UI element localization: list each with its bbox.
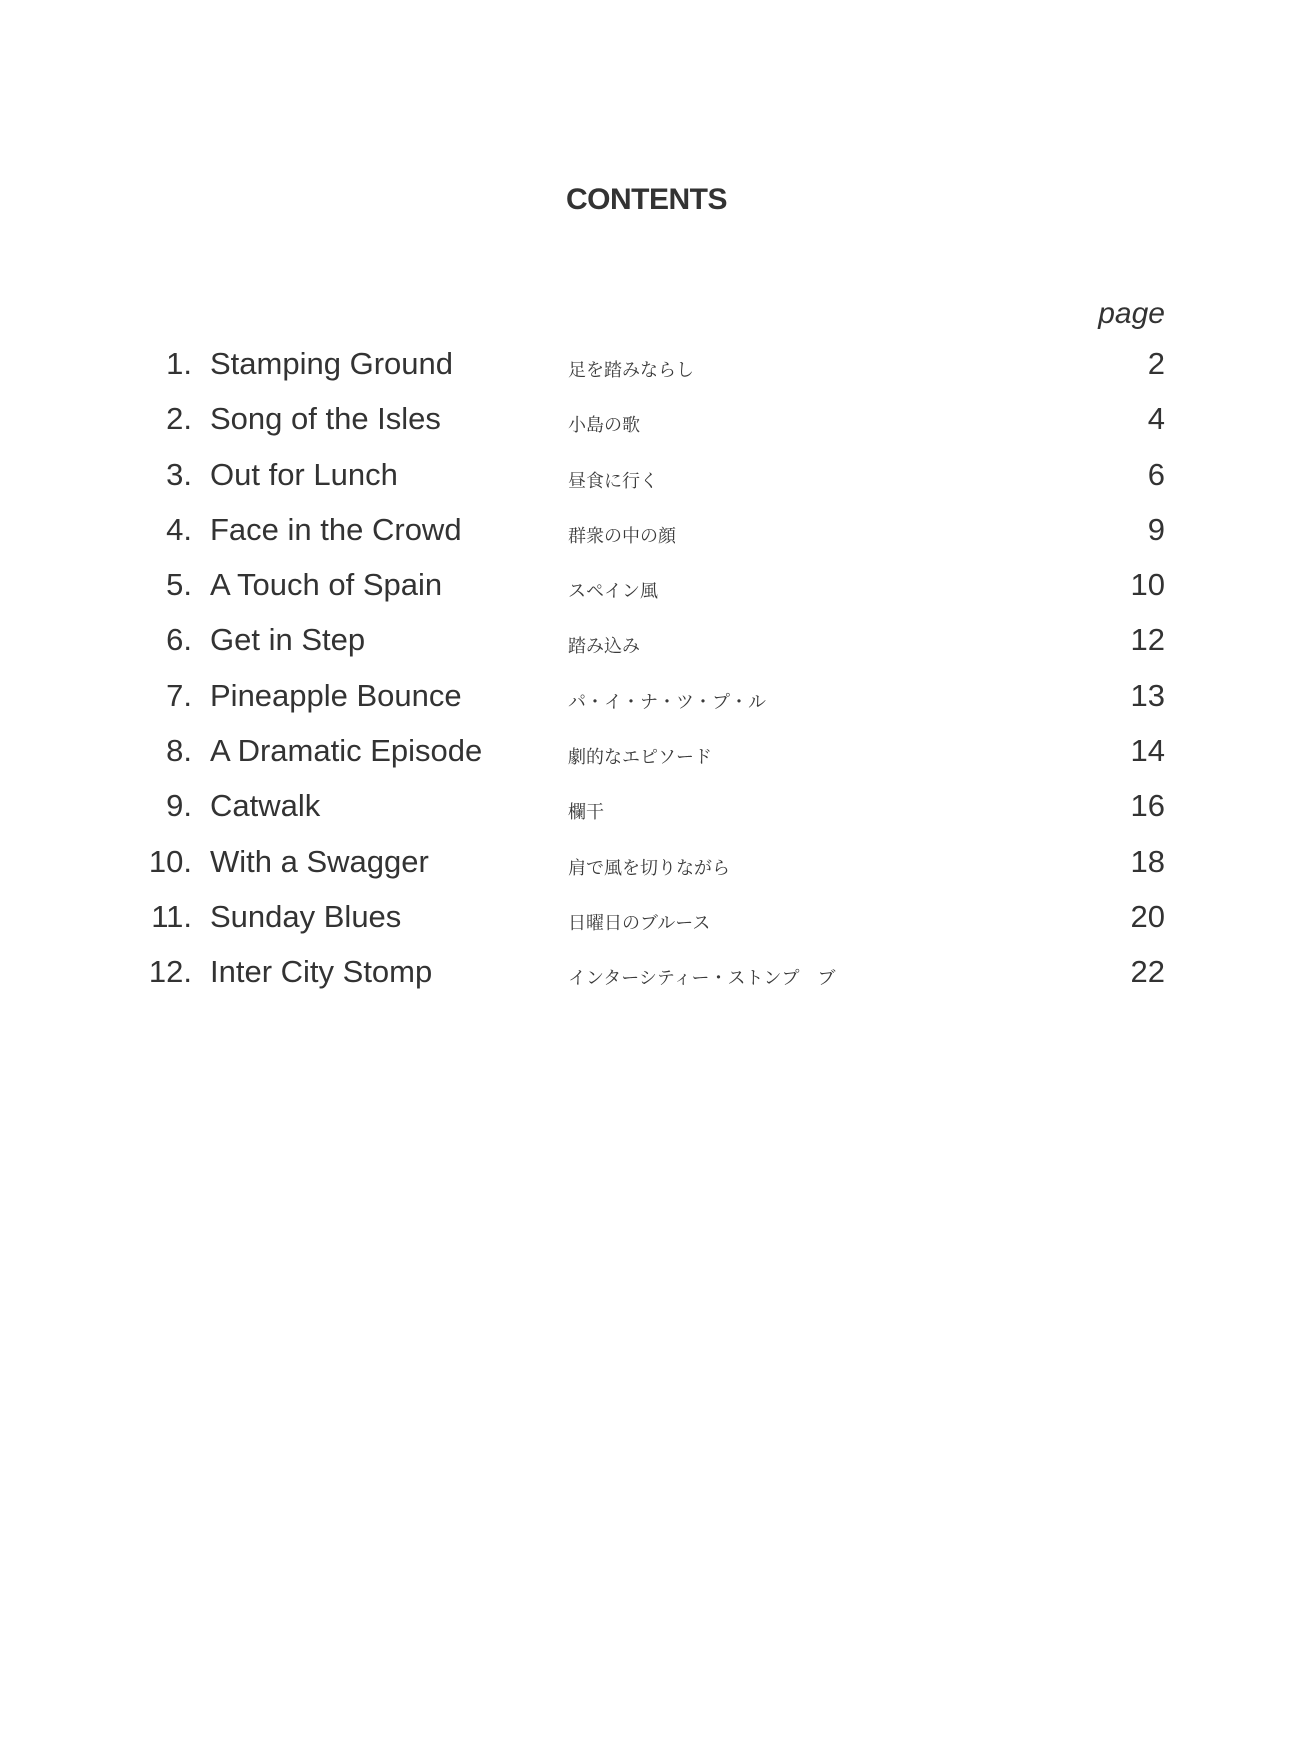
toc-entry-japanese-title: 日曜日のブルース [568,912,711,934]
toc-entry-title: With a Swagger [210,843,429,879]
toc-entry-number: 11. [151,898,192,934]
toc-entry [0,733,1293,788]
toc-entry [0,457,1293,512]
toc-entry-page: 18 [1130,843,1165,879]
toc-entry-number: 2. [166,401,192,437]
toc-entry-page: 22 [1130,954,1165,990]
toc-entry-number: 8. [166,733,192,769]
toc-entry [0,844,1293,899]
table-of-contents [0,346,1293,1010]
toc-entry [0,622,1293,677]
toc-entry-japanese-title: パ・イ・ナ・ツ・プ・ル [568,691,766,713]
toc-entry-japanese-title: 群衆の中の顔 [568,525,676,547]
toc-entry [0,678,1293,733]
toc-entry-title: Face in the Crowd [210,511,462,547]
toc-entry-page: 2 [1147,346,1165,381]
toc-entry-page: 6 [1147,456,1165,492]
toc-entry-title: Song of the Isles [210,401,441,437]
toc-entry-title: Pineapple Bounce [210,677,462,713]
toc-entry-title: A Dramatic Episode [210,733,483,769]
toc-entry-japanese-title: 劇的なエピソード [568,747,712,769]
toc-entry-japanese-title: スペイン風 [568,581,658,603]
toc-entry-number: 1. [166,346,192,381]
toc-entry-page: 13 [1130,677,1165,713]
toc-entry-number: 3. [166,456,192,492]
toc-entry-number: 5. [166,567,192,603]
toc-entry-number: 7. [166,677,192,713]
toc-entry-title: Catwalk [210,788,321,824]
toc-entry-japanese-title: 足を踏みならし [568,360,694,381]
toc-entry-japanese-title: 踏み込み [568,636,640,658]
toc-entry [0,567,1293,622]
toc-entry-title: Get in Step [210,622,366,658]
toc-entry [0,954,1293,1009]
toc-entry-japanese-title: 欄干 [568,802,604,824]
toc-entry [0,899,1293,954]
toc-entry [0,346,1293,401]
toc-entry-page: 9 [1147,511,1165,547]
toc-entry-page: 20 [1130,898,1165,934]
toc-entry [0,788,1293,843]
toc-entry-title: Inter City Stomp [210,954,433,990]
page-column-label: page [1098,297,1165,330]
toc-entry [0,512,1293,567]
toc-entry-page: 10 [1130,567,1165,603]
toc-entry-page: 14 [1130,733,1165,769]
toc-entry-japanese-title: 肩で風を切りながら [568,857,730,879]
toc-entry-page: 16 [1130,788,1165,824]
toc-entry-title: Out for Lunch [210,456,398,492]
toc-entry-page: 12 [1130,622,1165,658]
toc-entry [0,401,1293,456]
toc-entry-title: Sunday Blues [210,898,402,934]
toc-entry-japanese-title: 昼食に行く [568,470,658,492]
toc-entry-page: 4 [1147,401,1165,437]
toc-entry-japanese-title: 小島の歌 [568,415,640,437]
toc-entry-number: 4. [166,511,192,547]
toc-entry-number: 9. [166,788,192,824]
toc-entry-number: 10. [148,843,192,879]
toc-entry-japanese-title: インターシティー・ストンプ ブ [568,968,836,990]
toc-entry-number: 12. [148,954,192,990]
page-title: CONTENTS [566,183,727,216]
toc-entry-number: 6. [166,622,192,658]
toc-entry-title: A Touch of Spain [210,567,443,603]
toc-entry-title: Stamping Ground [210,346,453,381]
